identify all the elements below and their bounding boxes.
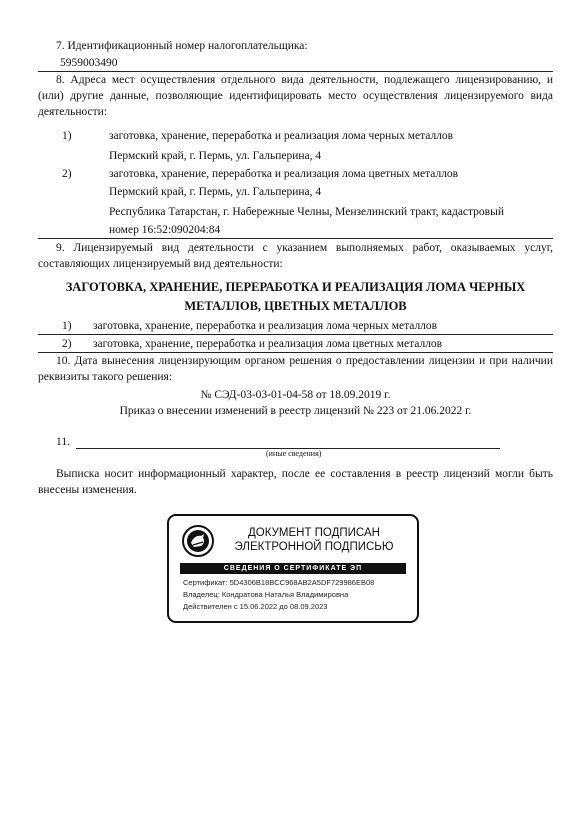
- decision-number: № СЭД-03-03-01-04-58 от 18.09.2019 г.: [200, 389, 391, 401]
- addresses-label: 8. Адреса мест осуществления отдельного вида деятельности, подлежащего лицензированию, и (или) другие данные, позволяющие идентифицировать место осуществления лицензируемого вида деятельности:: [38, 74, 553, 118]
- item-number: 1): [62, 130, 72, 142]
- address-line: Пермский край, г. Пермь, ул. Гальперина, 4: [109, 186, 322, 198]
- item-number: 1): [62, 320, 72, 332]
- divider: [38, 238, 553, 239]
- divider: [38, 334, 553, 335]
- stamp-title: ДОКУМЕНТ ПОДПИСАН: [248, 527, 380, 539]
- stamp-title: ЭЛЕКТРОННОЙ ПОДПИСЬЮ: [234, 541, 394, 553]
- activity-text: заготовка, хранение, переработка и реализация лома цветных металлов: [109, 168, 459, 180]
- certificate-info-bar: СВЕДЕНИЯ О СЕРТИФИКАТЕ ЭП: [180, 563, 406, 574]
- registry-order: Приказ о внесении изменений в реестр лицензий № 223 от 21.06.2022 г.: [119, 405, 472, 417]
- work-item-text: заготовка, хранение, переработка и реализация лома цветных металлов: [93, 338, 443, 350]
- item-number: 2): [62, 338, 72, 350]
- work-item-text: заготовка, хранение, переработка и реализация лома черных металлов: [93, 320, 438, 332]
- decision-label: 10. Дата вынесения лицензирующим органом решения о предоставлении лицензии и при наличии реквизиты такого решения:: [38, 355, 553, 383]
- address-line: Республика Татарстан, г. Набережные Челны, Мензелинский тракт, кадастровый: [109, 206, 504, 218]
- disclaimer-note: Выписка носит информационный характер, после ее составления в реестр лицензий могли быть внесены изменения.: [38, 468, 553, 496]
- e-signature-stamp: [167, 514, 419, 623]
- address-line: Пермский край, г. Пермь, ул. Гальперина, 4: [109, 150, 322, 162]
- certificate-owner: Владелец: Кондратова Наталья Владимировна: [183, 590, 349, 599]
- activity-heading: ЗАГОТОВКА, ХРАНЕНИЕ, ПЕРЕРАБОТКА И РЕАЛИЗАЦИЯ ЛОМА ЧЕРНЫХ: [65, 280, 526, 294]
- other-info-label: 11.: [56, 436, 70, 448]
- inn-label: 7. Идентификационный номер налогоплательщика:: [56, 40, 308, 52]
- inn-value: 5959003490: [60, 57, 118, 69]
- activity-type-label: 9. Лицензируемый вид деятельности с указанием выполняемых работ, оказываемых услуг, составляющих лицензируемый вид деятельности:: [38, 242, 553, 270]
- address-line: номер 16:52:090204:84: [109, 224, 221, 236]
- other-info-caption: (иные сведения): [266, 449, 322, 458]
- activity-heading: МЕТАЛЛОВ, ЦВЕТНЫХ МЕТАЛЛОВ: [184, 299, 407, 313]
- emblem-icon: [182, 525, 214, 557]
- certificate-number: Сертификат: 5D4306B18BCC968AB2A5DF729986EB08: [183, 578, 375, 587]
- activity-text: заготовка, хранение, переработка и реализация лома черных металлов: [109, 130, 454, 142]
- item-number: 2): [62, 168, 72, 180]
- certificate-validity: Действителен с 15.06.2022 до 08.09.2023: [183, 602, 328, 611]
